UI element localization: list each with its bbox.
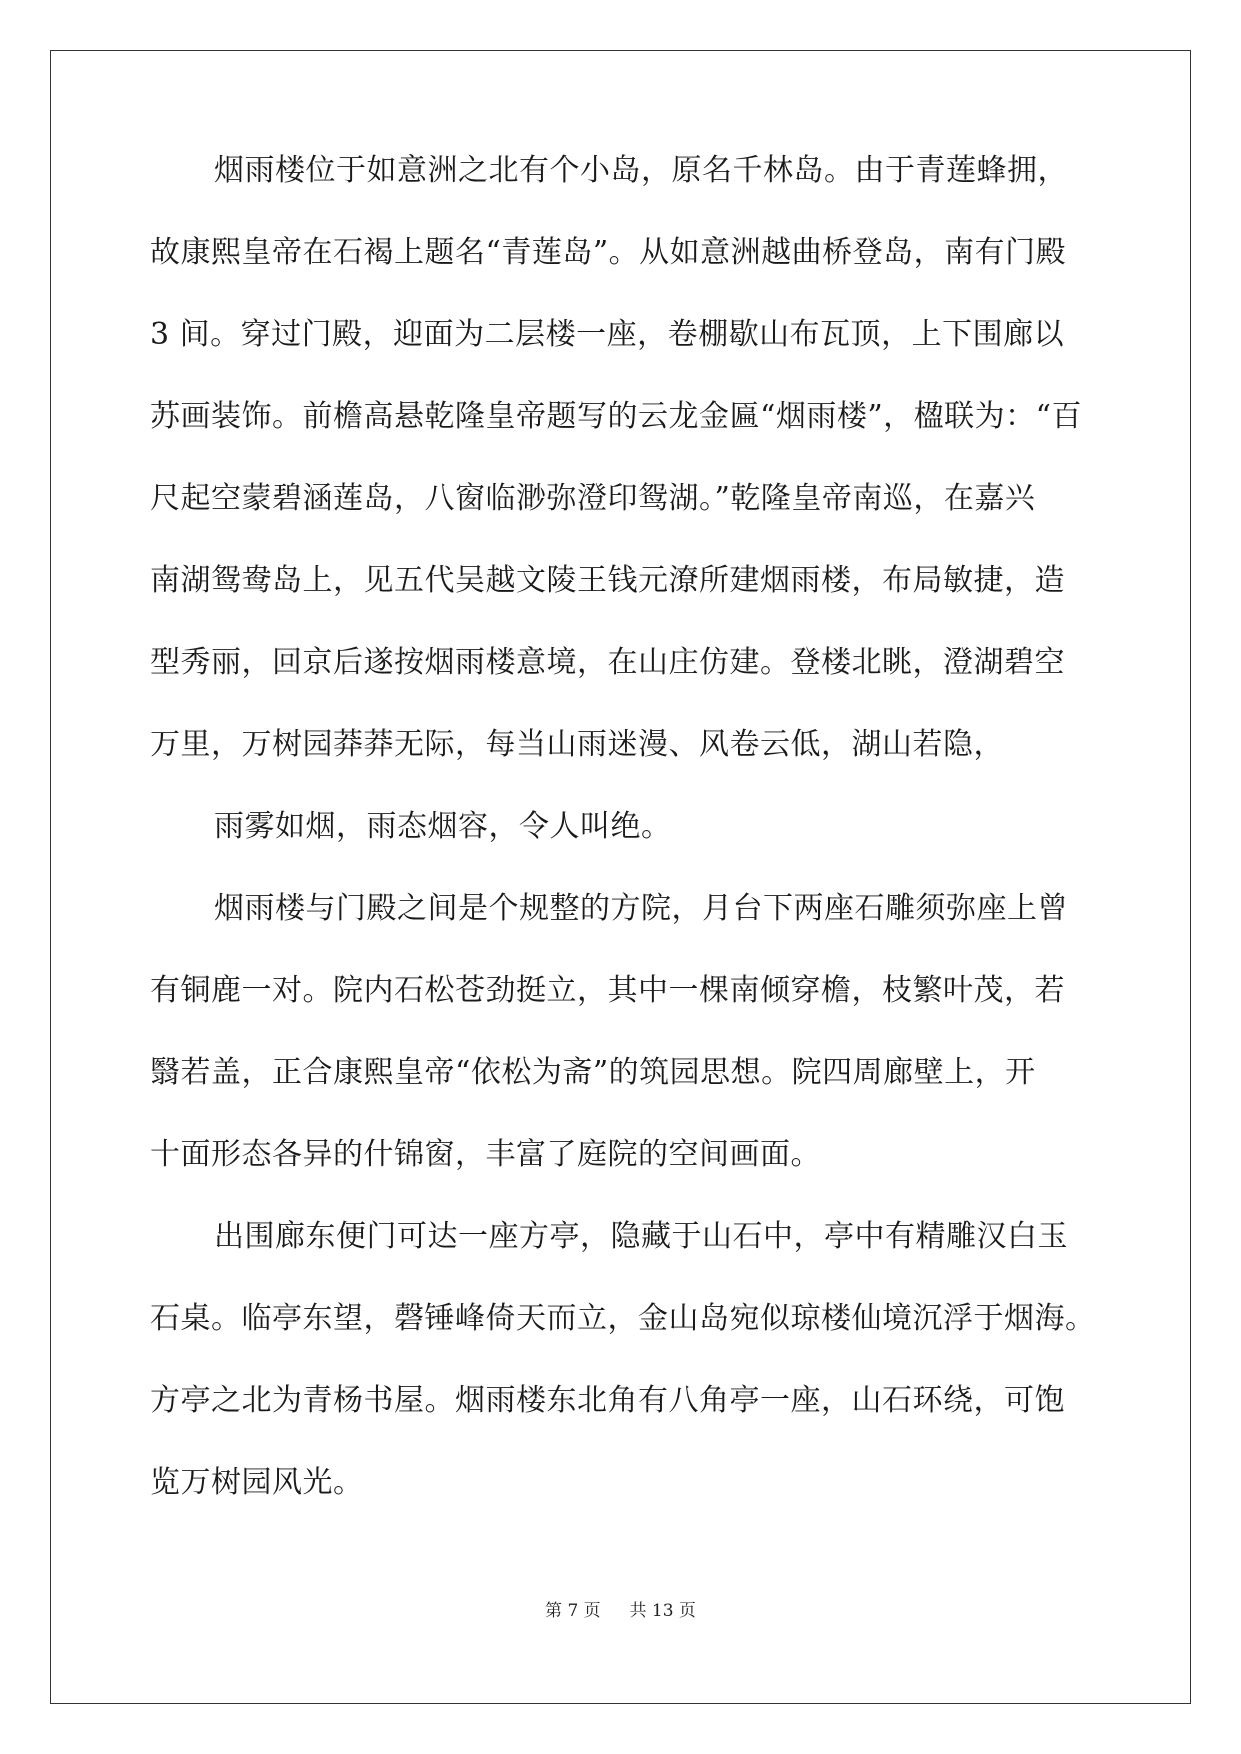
page-number: 第 7 页 xyxy=(545,1601,601,1621)
text-line: 翳若盖，正合康熙皇帝“依松为斋”的筑园思想。院四周廊壁上，开 xyxy=(150,1055,1036,1090)
paragraph-3 xyxy=(150,868,1090,1196)
text-line: 3 间。穿过门殿，迎面为二层楼一座，卷棚歇山布瓦顶，上下围廊以 xyxy=(150,317,1065,352)
document-body xyxy=(150,130,1096,1524)
paragraph-4 xyxy=(150,1196,1096,1524)
paragraph-1 xyxy=(150,130,1090,786)
text-line: 方亭之北为青杨书屋。烟雨楼东北角有八角亭一座，山石环绕，可饱 xyxy=(150,1383,1065,1418)
text-line: 型秀丽，回京后遂按烟雨楼意境，在山庄仿建。登楼北眺，澄湖碧空 xyxy=(150,645,1065,680)
text-line: 故康熙皇帝在石褐上题名“青莲岛”。从如意洲越曲桥登岛，南有门殿 xyxy=(150,235,1067,270)
page-footer xyxy=(0,1596,1241,1621)
text-line: 有铜鹿一对。院内石松苍劲挺立，其中一棵南倾穿檐，枝繁叶茂，若 xyxy=(150,973,1065,1008)
text-line: 雨雾如烟，雨态烟容，令人叫绝。 xyxy=(214,809,672,844)
paragraph-2 xyxy=(150,786,1090,868)
text-line: 石桌。临亭东望，磬锤峰倚天而立，金山岛宛似琼楼仙境沉浮于烟海。 xyxy=(150,1301,1096,1336)
text-line: 南湖鸳鸯岛上，见五代吴越文陵王钱元潦所建烟雨楼，布局敏捷，造 xyxy=(150,563,1065,598)
text-line: 十面形态各异的什锦窗，丰富了庭院的空间画面。 xyxy=(150,1137,821,1172)
text-line: 万里，万树园莽莽无际，每当山雨迷漫、风卷云低，湖山若隐， xyxy=(150,727,1004,762)
text-line: 尺起空蒙碧涵莲岛，八窗临渺弥澄印鸳湖。”乾隆皇帝南巡，在嘉兴 xyxy=(150,481,1036,516)
text-line: 苏画装饰。前檐高悬乾隆皇帝题写的云龙金匾“烟雨楼”，楹联为：“百 xyxy=(150,399,1083,434)
text-line: 烟雨楼与门殿之间是个规整的方院，月台下两座石雕须弥座上曾 xyxy=(214,891,1068,926)
text-line: 览万树园风光。 xyxy=(150,1465,364,1500)
total-pages: 共 13 页 xyxy=(629,1601,696,1621)
text-line: 出围廊东便门可达一座方亭，隐藏于山石中，亭中有精雕汉白玉 xyxy=(214,1219,1068,1254)
text-line: 烟雨楼位于如意洲之北有个小岛，原名千林岛。由于青莲蜂拥， xyxy=(214,153,1068,188)
